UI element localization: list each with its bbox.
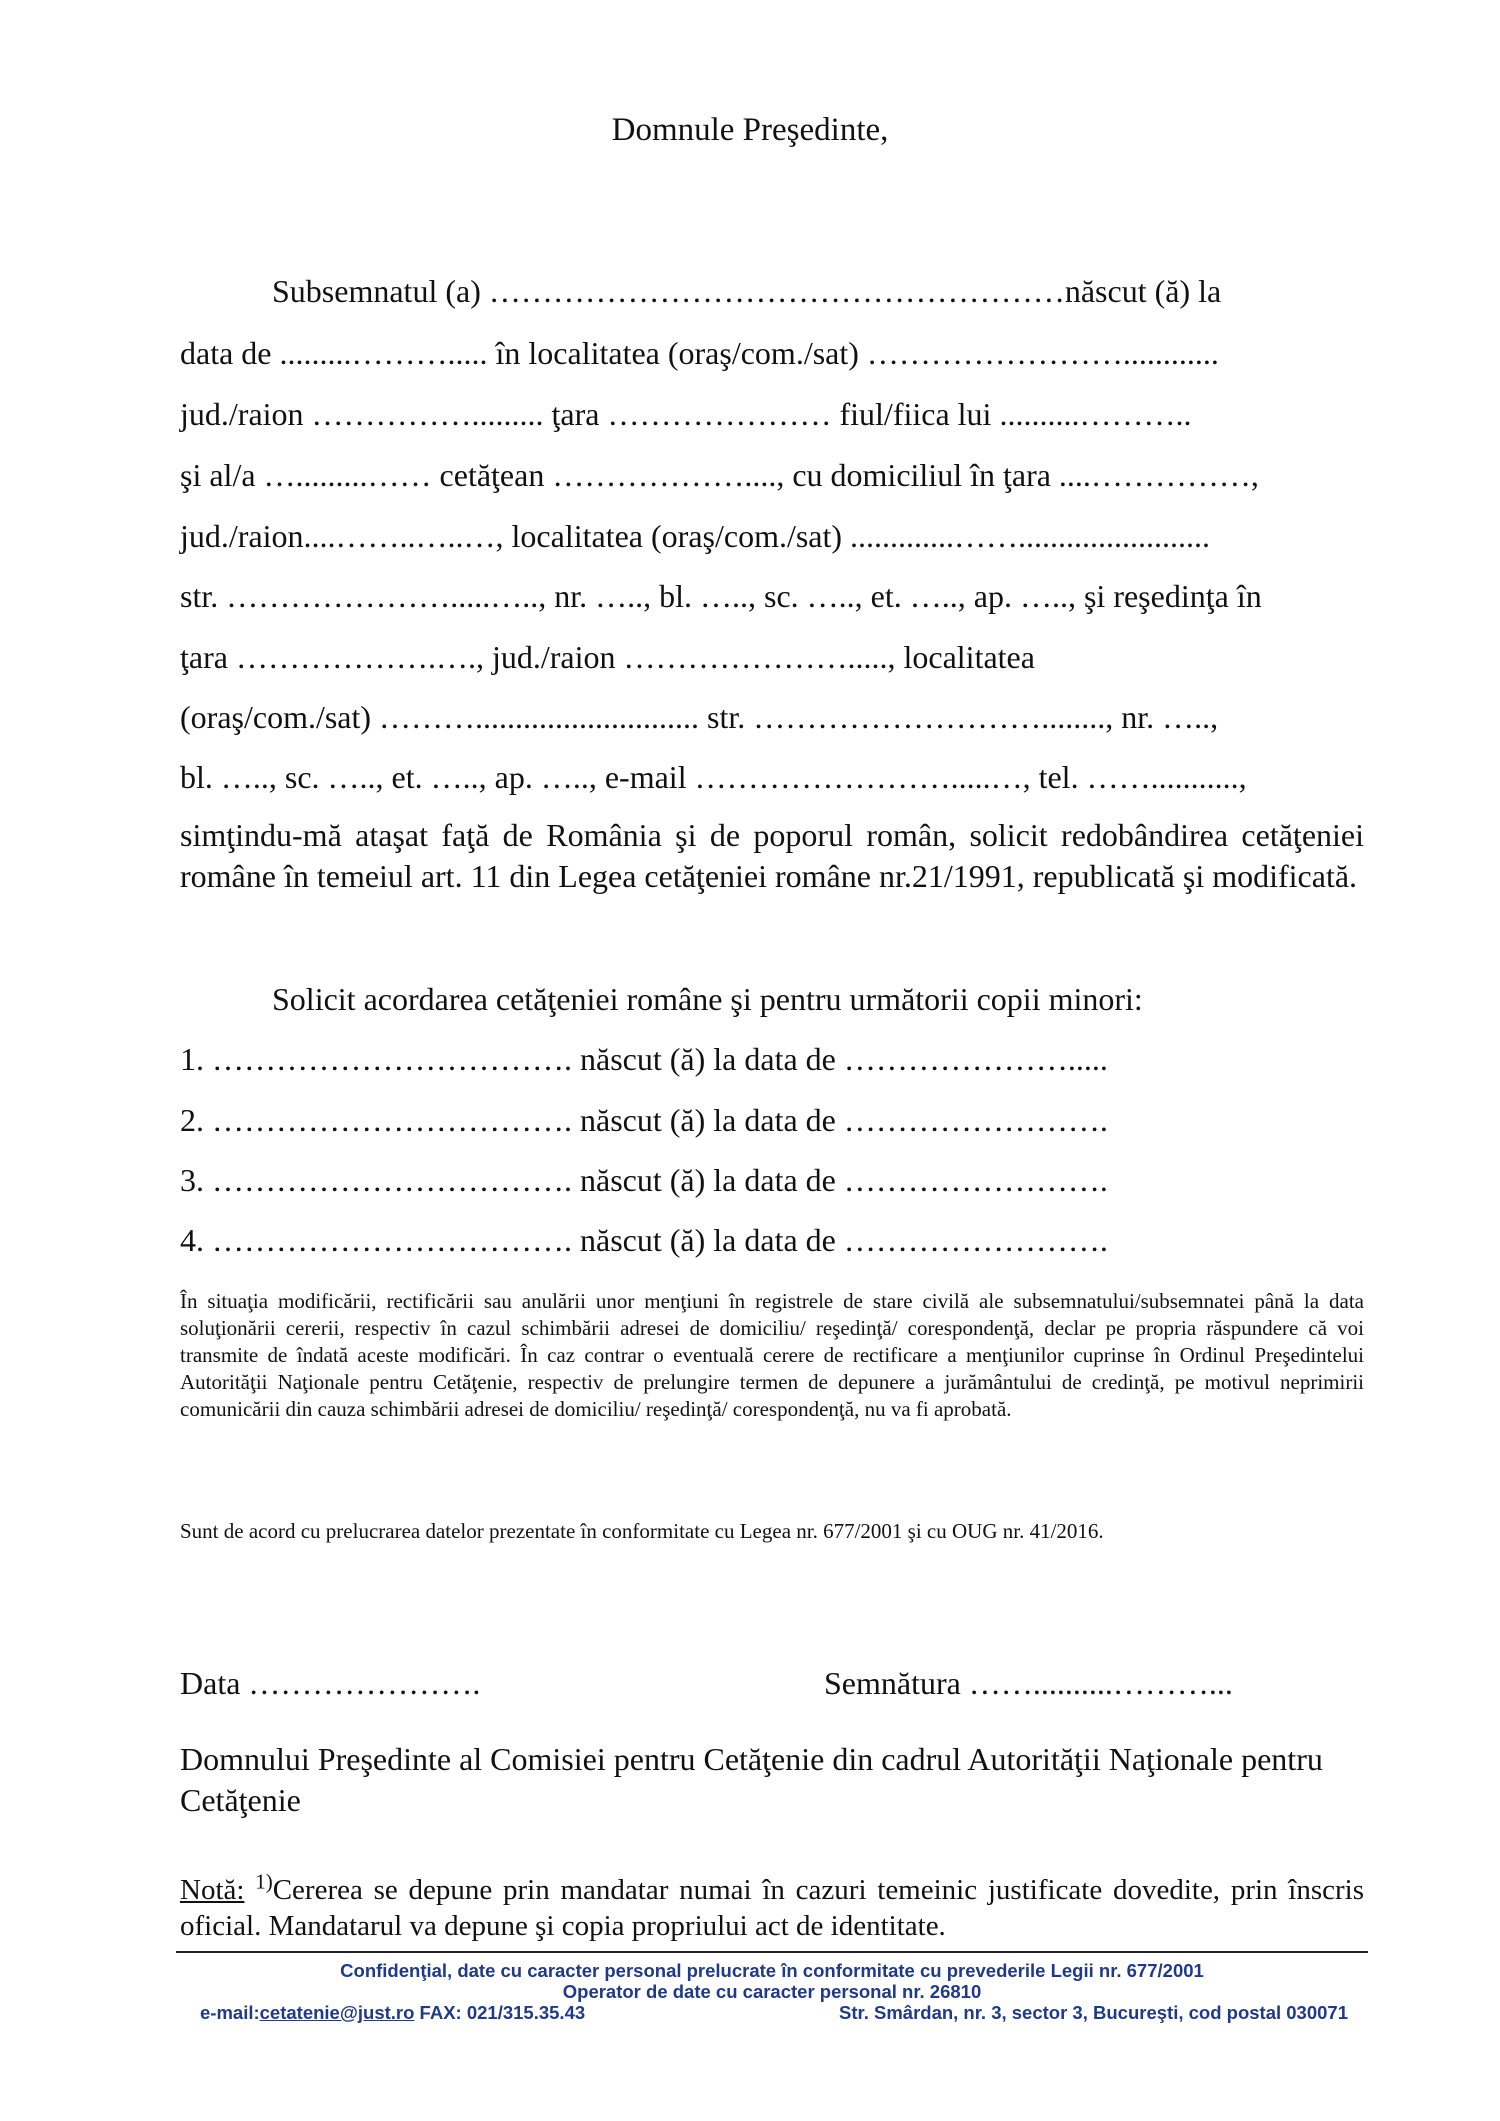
footer-contact (200, 2002, 1360, 2024)
footer-email-label: e-mail: (200, 2002, 260, 2023)
footer-operator: Operator de date cu caracter personal nr. 26810 (562, 1981, 982, 2002)
form-line-residence-street: (oraş/com./sat) ………............................ str. ………………………........, nr. ….., (180, 699, 1219, 735)
salutation-title: Domnule Preşedinte, (611, 112, 889, 148)
minor-line-3: 3. ……………………………. născut (ă) la data de ……………………. (180, 1162, 1108, 1198)
date-field: Data …………………. (180, 1665, 481, 1701)
note-label: Notă: (180, 1874, 245, 1906)
minor-line-1: 1. ……………………………. născut (ă) la data de …………………..... (180, 1041, 1108, 1077)
form-line-domicile-street: str. ………………….....….., nr. ….., bl. ….., sc. ….., et. ….., ap. ….., şi reşedinţa în (180, 578, 1262, 614)
signature-field: Semnătura ……..........………... (824, 1665, 1233, 1701)
minor-line-2: 2. ……………………………. născut (ă) la data de ……………………. (180, 1102, 1108, 1138)
note-block (180, 1869, 1365, 1944)
form-line-contact: bl. ….., sc. ….., et. ….., ap. ….., e-mail …………………….....…, tel. ……..........., (180, 759, 1247, 795)
footer-address: Str. Smârdan, nr. 3, sector 3, Bucureşti, cod postal 030071 (839, 2002, 1348, 2023)
footer-email-link[interactable]: cetatenie@just.ro (259, 2002, 415, 2023)
addressee-text: Domnului Preşedinte al Comisiei pentru Cetăţenie din cadrul Autorităţii Naţionale pentru Cetăţenie (180, 1741, 1323, 1818)
minor-line-4: 4. ……………………………. născut (ă) la data de ……………………. (180, 1222, 1108, 1258)
footer-divider (176, 1951, 1368, 1953)
request-paragraph: simţindu-mă ataşat faţă de România şi de poporul român, solicit redobândirea cetăţeniei române în temeiul art. 11 din Legea cetăţeniei române nr.21/1991, republicată şi modificată. (180, 817, 1364, 894)
form-line-residence-country: ţara ……………….…., jud./raion …………………....., localitatea (180, 639, 1035, 675)
footer-fax: FAX: 021/315.35.43 (414, 2002, 586, 2023)
notice-paragraph: În situaţia modificării, rectificării sau anulării unor menţiuni în registrele de stare civilă ale subsemnatului/subsemnatei până la data soluţionării cererii, respectiv în cazul schimbării adresei de domiciliu/ reşedinţă/ corespondenţă, declar pe propria răspundere că voi transmite de îndată aceste modificări. În caz contrar o eventuală cerere de rectificare a menţiunilor cuprinse în Ordinul Preşedintelui Autorităţii Naţionale pentru Cetăţenie, respectiv de prelungire termen de depunere a jurământului de credinţă, pe motivul neprimirii comunicării din cauza schimbării adresei de domiciliu/ reşedinţă/ corespondenţă, nu va fi aprobată. (180, 1289, 1364, 1421)
footer-confidential: Confidenţial, date cu caracter personal prelucrate în conformitate cu prevederile Legii nr. 677/2001 (340, 1960, 1204, 1981)
form-line-county-parents: jud./raion ……………......... ţara ………………… fiul/fiica lui ..........……….. (180, 396, 1192, 432)
minors-intro: Solicit acordarea cetăţeniei române şi pentru următorii copii minori: (272, 981, 1143, 1017)
form-line-name: Subsemnatul (a) ………………………………………………născut (ă) la (272, 273, 1222, 309)
consent-text: Sunt de acord cu prelucrarea datelor prezentate în conformitate cu Legea nr. 677/2001 şi cu OUG nr. 41/2016. (180, 1519, 1104, 1543)
note-text: Cererea se depune prin mandatar numai în cazuri temeinic justificate dovedite, prin înscris oficial. Mandatarul va depune şi copia propriului act de identitate. (180, 1874, 1365, 1942)
form-line-citizenship-domicile: şi al/a ….........…… cetăţean ………………...., cu domiciliul în ţara ....……………, (180, 457, 1259, 493)
note-superscript: 1) (255, 1869, 273, 1894)
form-line-birth: data de .........………..... în localitatea (oraş/com./sat) ……………………............ (180, 335, 1219, 371)
form-line-domicile-locality: jud./raion....……..…..…, localitatea (oraş/com./sat) .............……........................ (180, 518, 1211, 554)
